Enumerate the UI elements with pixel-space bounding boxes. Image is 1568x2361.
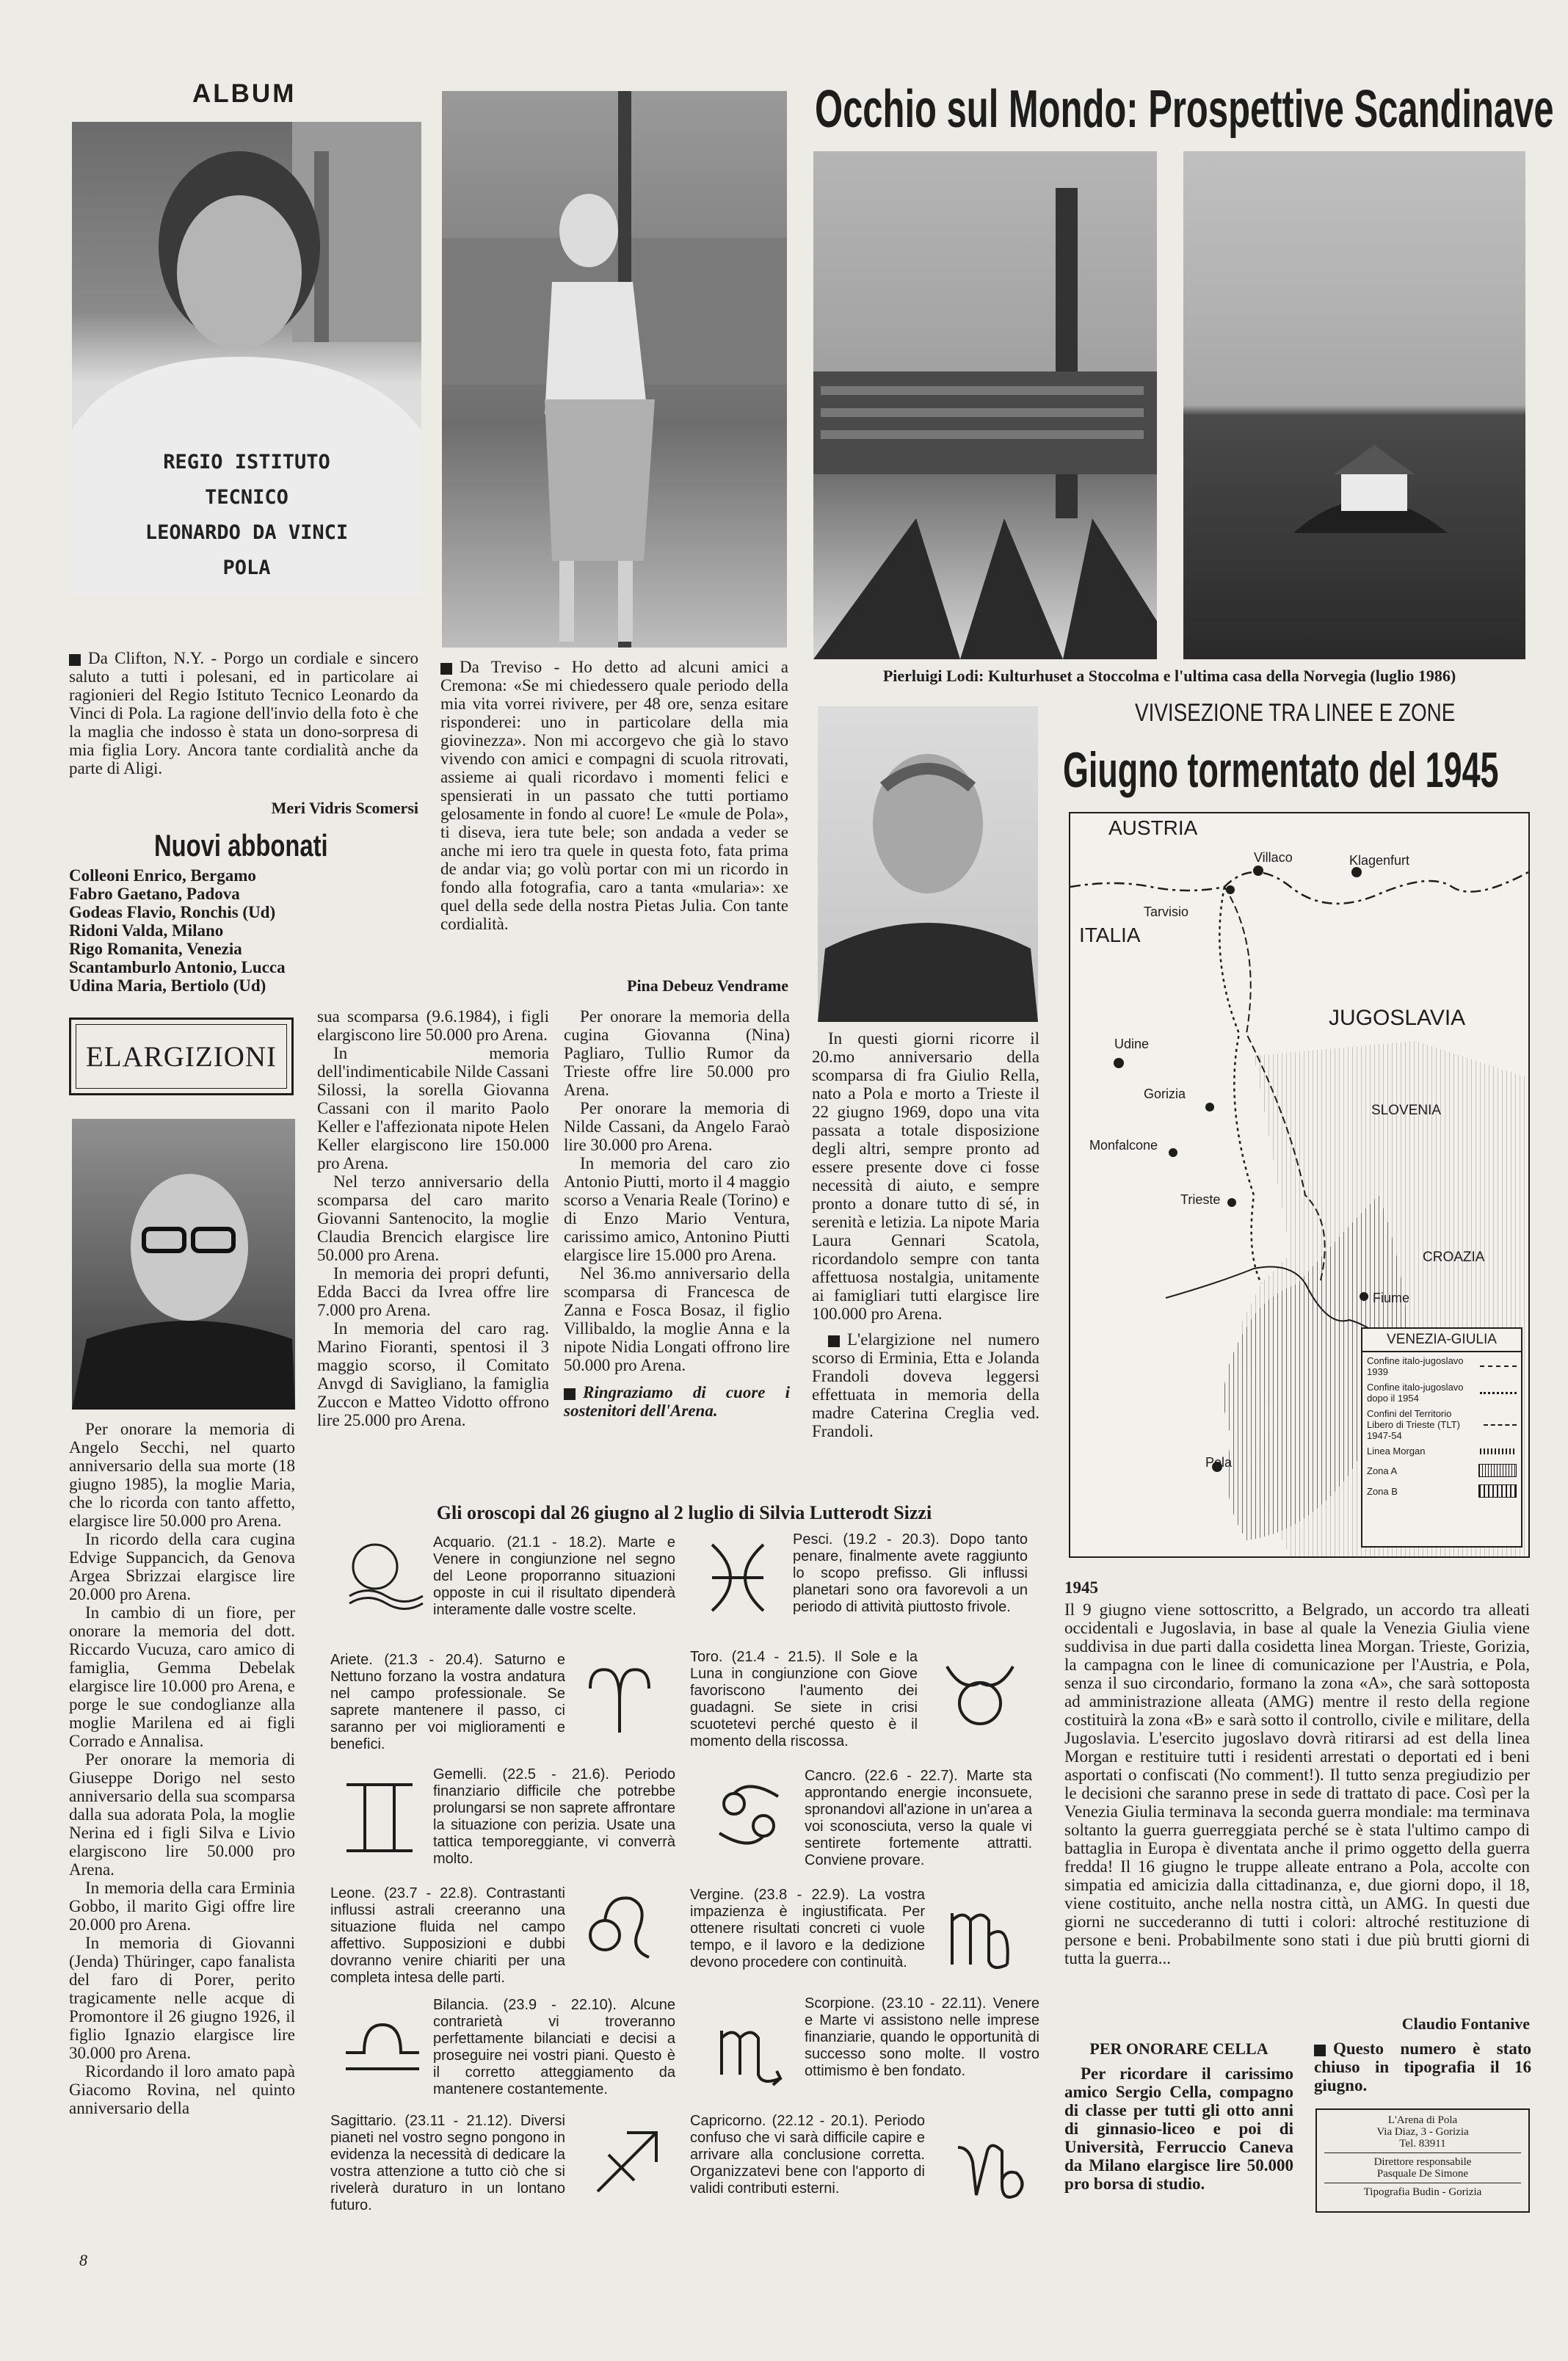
- map-label-tarvisio: Tarvisio: [1144, 904, 1189, 919]
- imprint-line: Tel. 83911: [1399, 2138, 1446, 2150]
- legend-title: VENEZIA-GIULIA: [1362, 1329, 1521, 1352]
- map-venezia-giulia: [1069, 812, 1530, 1558]
- map-label-klagenfurt: Klagenfurt: [1349, 853, 1410, 868]
- paragraph: Nel 36.mo anniversario della scomparsa di Francesca de Zanna e Fosca Bosaz, il figlio Villibaldo, la moglie Anna e la nipote Nidia Longati offrono lire 50.000 pro Arena.: [564, 1264, 790, 1374]
- paragraph: Nel terzo anniversario della scomparsa del caro marito Giovanni Santenocito, la moglie Claudia Brencich elargisce lire 50.000 pro Arena.: [317, 1172, 549, 1264]
- paragraph: In memoria dei propri defunti, Edda Bacci da Ivrea offre lire 7.000 pro Arena.: [317, 1264, 549, 1319]
- paragraph: In memoria dell'indimenticabile Nilde Cassani Silossi, la sorella Giovanna Cassani con il marito Paolo Keller e l'affezionata nipote Helen Keller elargiscono lire 150.000 pro Arena.: [317, 1044, 549, 1172]
- list-item: Ridoni Valda, Milano: [69, 921, 224, 940]
- young-woman-illustration: [442, 91, 787, 648]
- map-label-jugoslavia: JUGOSLAVIA: [1329, 1006, 1466, 1030]
- horoscope-toro: Toro. (21.4 - 21.5). Il Sole e la Luna in congiunzione con Giove favoriscono l'aumento dei guadagni. Se siete in crisi scuotetevi perché questo è il momento della riscossa.: [690, 1649, 918, 1749]
- thanks-text: Ringraziamo di cuore i sostenitori dell'Arena.: [564, 1383, 790, 1420]
- ariete-icon: [576, 1659, 664, 1740]
- leone-icon: [576, 1884, 664, 1972]
- horoscope-bilancia: Bilancia. (23.9 - 22.10). Alcune contrarietà vi troveranno perfettamente bilanciati e decisi a proseguire nei vostri piani. Questo è il corretto atteggiamento da mantenere costantemente.: [433, 1997, 675, 2097]
- legend-item: Confini del Territorio Libero di Trieste (TLT) 1947-54: [1367, 1408, 1460, 1441]
- page-number: 8: [79, 2251, 87, 2269]
- kulturhuset-illustration: [813, 151, 1157, 659]
- horoscope-cancro: Cancro. (22.6 - 22.7). Marte sta approntando energie inconsuete, spronandovi all'azione in un'area a voi sconosciuta, verso la quale vi sentirete fortemente attratti. Conviene provare.: [805, 1768, 1032, 1868]
- paragraph: In memoria del caro zio Antonio Piutti, morto il 4 maggio scorso a Venaria Reale (Torino) e di Enzo Mario Ventura, carissimo amico, Antonino Piutti elargisce lire 15.000 pro Arena.: [564, 1154, 790, 1264]
- paragraph: Il 9 giugno viene sottoscritto, a Belgrado, un accordo tra alleati occidentali e Jugoslavia, in base al quale la Venezia Giulia viene suddivisa in due parti dalla cosidetta linea Morgan. Trieste, Gorizia, la campagna con le linee di comunicazione per l'Austria, e Pola, senza il suo circondario, formano la zona «A», che sarà sottoposta ad amministrazione alleata (AMG) mentre il resto della regione costituirà la zona «B» e sarà sotto il controllo, civile e militare, della Jugoslavia. L'esercito jugoslavo dovrà ritirarsi ad est della linea Morgan e restituire tutti i residenti arrestati o deportati ed i beni asportati o confiscati (No comment!). Il tutto senza pregiudizio per le decisioni che saranno prese in sede di trattato di pace. Così per la Venezia Giulia terminava la seconda guerra mondiale: ma terminava soltanto la guerra guerreggiata perché se è stata l'ultimo campo di battaglia in Europa è diventata anche il primo oggetto della guerra fredda! Il 16 giugno le truppe alleate entrano a Pola, accolte con simpatia ed amicizia dalla cittadinanza, e, due giorni dopo, il 18, viene costituito, anche nella nostra città, un AMG. In questi due giorni ne succederanno di tutti i colori: altroché restituzione di persone e beni. Probabilmente sono stati i due più brutti giorni di tutta la guerra...: [1064, 1600, 1530, 1968]
- bullet-icon: [1314, 2045, 1326, 2056]
- paragraph: Per onorare la memoria di Angelo Secchi, nel quarto anniversario della sua morte (18 giugno 1985), la moglie Maria, che lo ricorda con tanto affetto, elargisce lire 50.000 pro Arena.: [69, 1420, 295, 1530]
- imprint-printer: Tipografia Budin - Gorizia: [1363, 2186, 1482, 2198]
- giugno-subhead: 1945: [1064, 1578, 1098, 1597]
- horoscope-ariete: Ariete. (21.3 - 20.4). Saturno e Nettuno forzano la vostra andatura nel campo professionale. Se saprete mantenere il passo, ci saranno per voi miglioramenti e benefici.: [330, 1652, 565, 1752]
- imprint-director: Pasquale De Simone: [1376, 2168, 1469, 2180]
- photo-young-woman: [442, 91, 787, 648]
- list-item: Fabro Gaetano, Padova: [69, 885, 240, 903]
- giugno-body: [1064, 1600, 1530, 1968]
- sagittario-icon: [583, 2122, 671, 2202]
- imprint-director-label: Direttore responsabile: [1373, 2156, 1472, 2168]
- toro-icon: [932, 1652, 1028, 1733]
- closing-note: [1314, 2039, 1531, 2095]
- legend-item: Confine italo-jugoslavo dopo il 1954: [1367, 1382, 1464, 1404]
- giugno-title: Giugno tormentato del 1945: [1063, 742, 1499, 798]
- abbonati-list: [69, 866, 418, 995]
- elargizioni-box: [69, 1018, 294, 1095]
- bullet-icon: [440, 663, 452, 675]
- paragraph: In ricordo della cara cugina Edvige Suppancich, da Genova Argea Sbrizzai elargisce lire 20.000 pro Arena.: [69, 1530, 295, 1603]
- shirt-text-line: REGIO ISTITUTO: [163, 451, 330, 474]
- lighthouse-illustration: [1183, 151, 1525, 659]
- cella-box: [1064, 2039, 1293, 2193]
- signature-fontanive: Claudio Fontanive: [1401, 2014, 1530, 2033]
- imprint-line: Via Diaz, 3 - Gorizia: [1376, 2126, 1469, 2138]
- map-label-udine: Udine: [1114, 1037, 1150, 1051]
- paragraph: Ricordando il loro amato papà Giacomo Rovina, nel quinto anniversario della: [69, 2062, 295, 2117]
- oroscopi-title: Gli oroscopi dal 26 giugno al 2 luglio di Silvia Lutterodt Sizzi: [436, 1502, 932, 1523]
- paragraph: In cambio di un fiore, per onorare la memoria del dott. Riccardo Vucuza, caro amico di famiglia, Gemma Debelak elargisce lire 10.000 pro Arena, e porge le sue condoglianze alla moglie Marilena ed ai figli Corrado e Annalisa.: [69, 1603, 295, 1750]
- nuovi-abbonati-title: Nuovi abbonati: [154, 828, 328, 863]
- map-label-croazia: CROAZIA: [1423, 1250, 1485, 1265]
- closing-note-text: Questo numero è stato chiuso in tipografia il 16 giugno.: [1314, 2039, 1531, 2095]
- map-label-monfalcone: Monfalcone: [1089, 1138, 1158, 1153]
- imprint-box: [1315, 2108, 1530, 2213]
- map-label-fiume: Fiume: [1373, 1291, 1410, 1305]
- list-item: Udina Maria, Bertiolo (Ud): [69, 976, 266, 995]
- horoscope-capricorno: Capricorno. (22.12 - 20.1). Periodo confuso che vi sarà difficile capire e arrivare alla conclusione corretta. Organizzatevi bene con l'apporto di validi contributi esterni.: [690, 2113, 925, 2197]
- acquario-icon: [335, 1530, 430, 1611]
- paragraph: Per onorare la memoria di Giuseppe Dorigo nel sesto anniversario della sua scomparsa dalla sua adorata Pola, la moglie Nerina ed i figli Silva e Livio elargiscono lire 50.000 pro Arena.: [69, 1750, 295, 1879]
- capricorno-icon: [947, 2129, 1035, 2210]
- paragraph: Per onorare la memoria della cugina Giovanna (Nina) Pagliaro, Tullio Rumor da Trieste offre lire 50.000 pro Arena.: [564, 1007, 790, 1099]
- list-item: Colleoni Enrico, Bergamo: [69, 866, 256, 885]
- photo-man-glasses: [72, 1119, 295, 1410]
- list-item: Rigo Romanita, Venezia: [69, 940, 242, 958]
- legend-item: Linea Morgan: [1367, 1446, 1426, 1457]
- bullet-icon: [828, 1335, 840, 1347]
- list-item: Godeas Flavio, Ronchis (Ud): [69, 903, 276, 921]
- paragraph: In questi giorni ricorre il 20.mo anniversario della scomparsa di fra Giulio Rella, nato a Pola e morto a Trieste il 22 giugno 1969, dopo una vita passata a totale disposizione degli altri, sempre pronto ad essere presente dove ci fosse necessità di aiuto, e sempre pronto a donare tutto di sé, in serenità e letizia. La nipote Maria Laura Gennari Scatola, ricordandolo sempre con tanta affettuosa nostalgia, unitamente ai famigliari tutti elargisce lire 100.000 pro Arena.: [812, 1029, 1039, 1323]
- list-item: Scantamburlo Antonio, Lucca: [69, 958, 286, 976]
- shirt-text-line: TECNICO: [205, 486, 288, 509]
- signature-vendrame: Pina Debeuz Vendrame: [627, 976, 788, 995]
- imprint-line: L'Arena di Pola: [1387, 2114, 1458, 2126]
- elargizioni-col3: [564, 1007, 790, 1420]
- scorpione-icon: [711, 2009, 799, 2097]
- scandinavia-caption: Pierluigi Lodi: Kulturhuset a Stoccolma e l'ultima casa della Norvegia (luglio 1986): [882, 667, 1456, 685]
- map-label-italia: ITALIA: [1079, 924, 1141, 946]
- photo-woman-tshirt: [72, 122, 421, 596]
- cella-title: PER ONORARE CELLA: [1089, 2039, 1268, 2058]
- legend-item: Confine italo-jugoslavo 1939: [1367, 1355, 1464, 1377]
- paragraph: In memoria del caro rag. Marino Fioranti, spentosi il 3 maggio scorso, il Comitato Anvgd di Savigliano, la famiglia Zuccon e Matteo Vidotto offrono lire 25.000 pro Arena.: [317, 1319, 549, 1429]
- horoscope-pesci: Pesci. (19.2 - 20.3). Dopo tanto penare, finalmente avete raggiunto lo scopo prefisso. Gli influssi planetari sono ora favorevoli a un periodo di attività piuttosto frivole.: [793, 1531, 1028, 1615]
- horoscope-leone: Leone. (23.7 - 22.8). Contrastanti influssi astrali creeranno una situazione fluida nel campo affettivo. Supposizioni e dubbi dovranno venire chiariti per una completa intesa delle parti.: [330, 1885, 565, 1986]
- map-label-gorizia: Gorizia: [1144, 1087, 1186, 1101]
- letter-clifton-text: Da Clifton, N.Y. - Porgo un cordiale e sincero saluto a tutti i polesani, ed in particolare ai ragionieri del Regio Istituto Tecnico Leonardo da Vinci di Pola. La ragione dell'invio della foto è che la maglia che indosso è stata un dono-sorpresa di mia figlia Lory. Ancora tante cordialità anche da parte di Aligi.: [69, 649, 418, 777]
- elargizioni-title: ELARGIZIONI: [85, 1040, 277, 1073]
- horoscope-sagittario: Sagittario. (23.11 - 21.12). Diversi pianeti nel vostro segno pongono in evidenza la necessità di dedicare la vostra attenzione a tutto ciò che si rivelerà duraturo in un lontano futuro.: [330, 2113, 565, 2213]
- horoscope-vergine: Vergine. (23.8 - 22.9). La vostra impazienza è ingiustificata. Per ottenere risultati concreti ci vuole tempo, e il lavoro e la dedizione devono procedere con continuità.: [690, 1887, 925, 1970]
- paragraph: Per onorare la memoria di Nilde Cassani, da Angelo Faraò lire 30.000 pro Arena.: [564, 1099, 790, 1154]
- pesci-icon: [690, 1530, 785, 1625]
- elargizioni-col1: [69, 1420, 295, 2117]
- vergine-icon: [941, 1891, 1029, 1979]
- legend-item: Zona B: [1367, 1485, 1398, 1497]
- album-heading: ALBUM: [192, 79, 297, 108]
- scandinavia-title: Occhio sul Mondo: Prospettive Scandinave: [815, 80, 1554, 139]
- paragraph: In memoria di Giovanni (Jenda) Thüringer, capo fanalista del faro di Porer, perito tragicamente nelle acque di Promontore il 26 giugno 1926, il figlio Ignazio elargisce lire 30.000 pro Arena.: [69, 1934, 295, 2062]
- elargizioni-col2: [317, 1007, 549, 1429]
- elargizioni-col4: [812, 1029, 1039, 1440]
- horoscope-acquario: Acquario. (21.1 - 18.2). Marte e Venere in congiunzione nel segno del Leone proporranno situazioni opposte in cui il risultato dipenderà interamente dalle vostre scelte.: [433, 1534, 675, 1618]
- map-label-trieste: Trieste: [1180, 1192, 1221, 1207]
- cella-text: Per ricordare il carissimo amico Sergio Cella, compagno di classe per tutti gli otto anni di ginnasio-liceo e poi di Università, Ferruccio Caneva da Milano elargisce lire 50.000 pro borsa di studio.: [1064, 2064, 1293, 2193]
- bullet-icon: [564, 1388, 576, 1400]
- shirt-text-line: POLA: [222, 556, 271, 579]
- map-label-slovenia: SLOVENIA: [1371, 1103, 1442, 1118]
- bilancia-icon: [335, 2003, 430, 2083]
- gemelli-icon: [332, 1774, 427, 1862]
- giugno-kicker: VIVISEZIONE TRA LINEE E ZONE: [1135, 699, 1456, 727]
- horoscope-gemelli: Gemelli. (22.5 - 21.6). Periodo finanziario difficile che potrebbe prolungarsi se non saprete affrontare la situazione con perizia. Usate una tattica temporeggiante, vi converrà molto.: [433, 1766, 675, 1867]
- letter-treviso-text: Da Treviso - Ho detto ad alcuni amici a Cremona: «Se mi chiedessero quale periodo della mia vita vorrei rivivere, per 48 ore, senza esitare risponderei: uno in particolare della mia giovinezza». Non mi accorgevo che già lo stavo vivendo con amici e compagni di scuola ritrovati, assieme ai quali ricordavo i momenti felici e spensierati in un passato che tutti portiamo gelosamente in fondo al cuore! Le «mule de Pola», ti diseva, iera tute bele; son andada a veder se anche mi iero tra quele in questa foto, fata prima de andar via; go volù portar con mi un ricordo in fondo alla fotografia, caro a tanta «mularia»: xe quel della sede della nostra Pietas Julia. Con tante cordialità.: [440, 658, 788, 933]
- paragraph: sua scomparsa (9.6.1984), i figli elargiscono lire 50.000 pro Arena.: [317, 1007, 549, 1044]
- signature-scomersi: Meri Vidris Scomersi: [271, 799, 418, 817]
- fra-rella-portrait-illustration: [818, 706, 1038, 1022]
- map-legend: [1361, 1327, 1522, 1548]
- photo-fra-rella: [818, 706, 1038, 1022]
- letter-clifton: [69, 649, 418, 777]
- shirt-text-line: LEONARDO DA VINCI: [145, 521, 349, 544]
- bullet-icon: [69, 654, 81, 666]
- frandoli-text: L'elargizione nel numero scorso di Erminia, Etta e Jolanda Frandoli doveva leggersi effettuata in memoria della madre Caterina Creglia ved. Frandoli.: [812, 1330, 1039, 1440]
- map-label-villaco: Villaco: [1254, 850, 1293, 865]
- man-portrait-illustration: [72, 1119, 295, 1410]
- map-label-austria: AUSTRIA: [1108, 816, 1198, 839]
- cancro-icon: [705, 1771, 793, 1859]
- photo-norway-lighthouse: [1183, 151, 1525, 659]
- letter-treviso: [440, 658, 788, 933]
- legend-item: Zona A: [1367, 1465, 1398, 1476]
- horoscope-scorpione: Scorpione. (23.10 - 22.11). Venere e Marte vi assistono nelle imprese finanziarie, quando le opportunità di successo sono molte. Il vostro ottimismo è ben fondato.: [805, 1995, 1039, 2079]
- map-label-pola: Pola: [1205, 1455, 1233, 1470]
- paragraph: In memoria della cara Erminia Gobbo, il marito Gigi offre lire 20.000 pro Arena.: [69, 1879, 295, 1934]
- photo-kulturhuset: [813, 151, 1157, 659]
